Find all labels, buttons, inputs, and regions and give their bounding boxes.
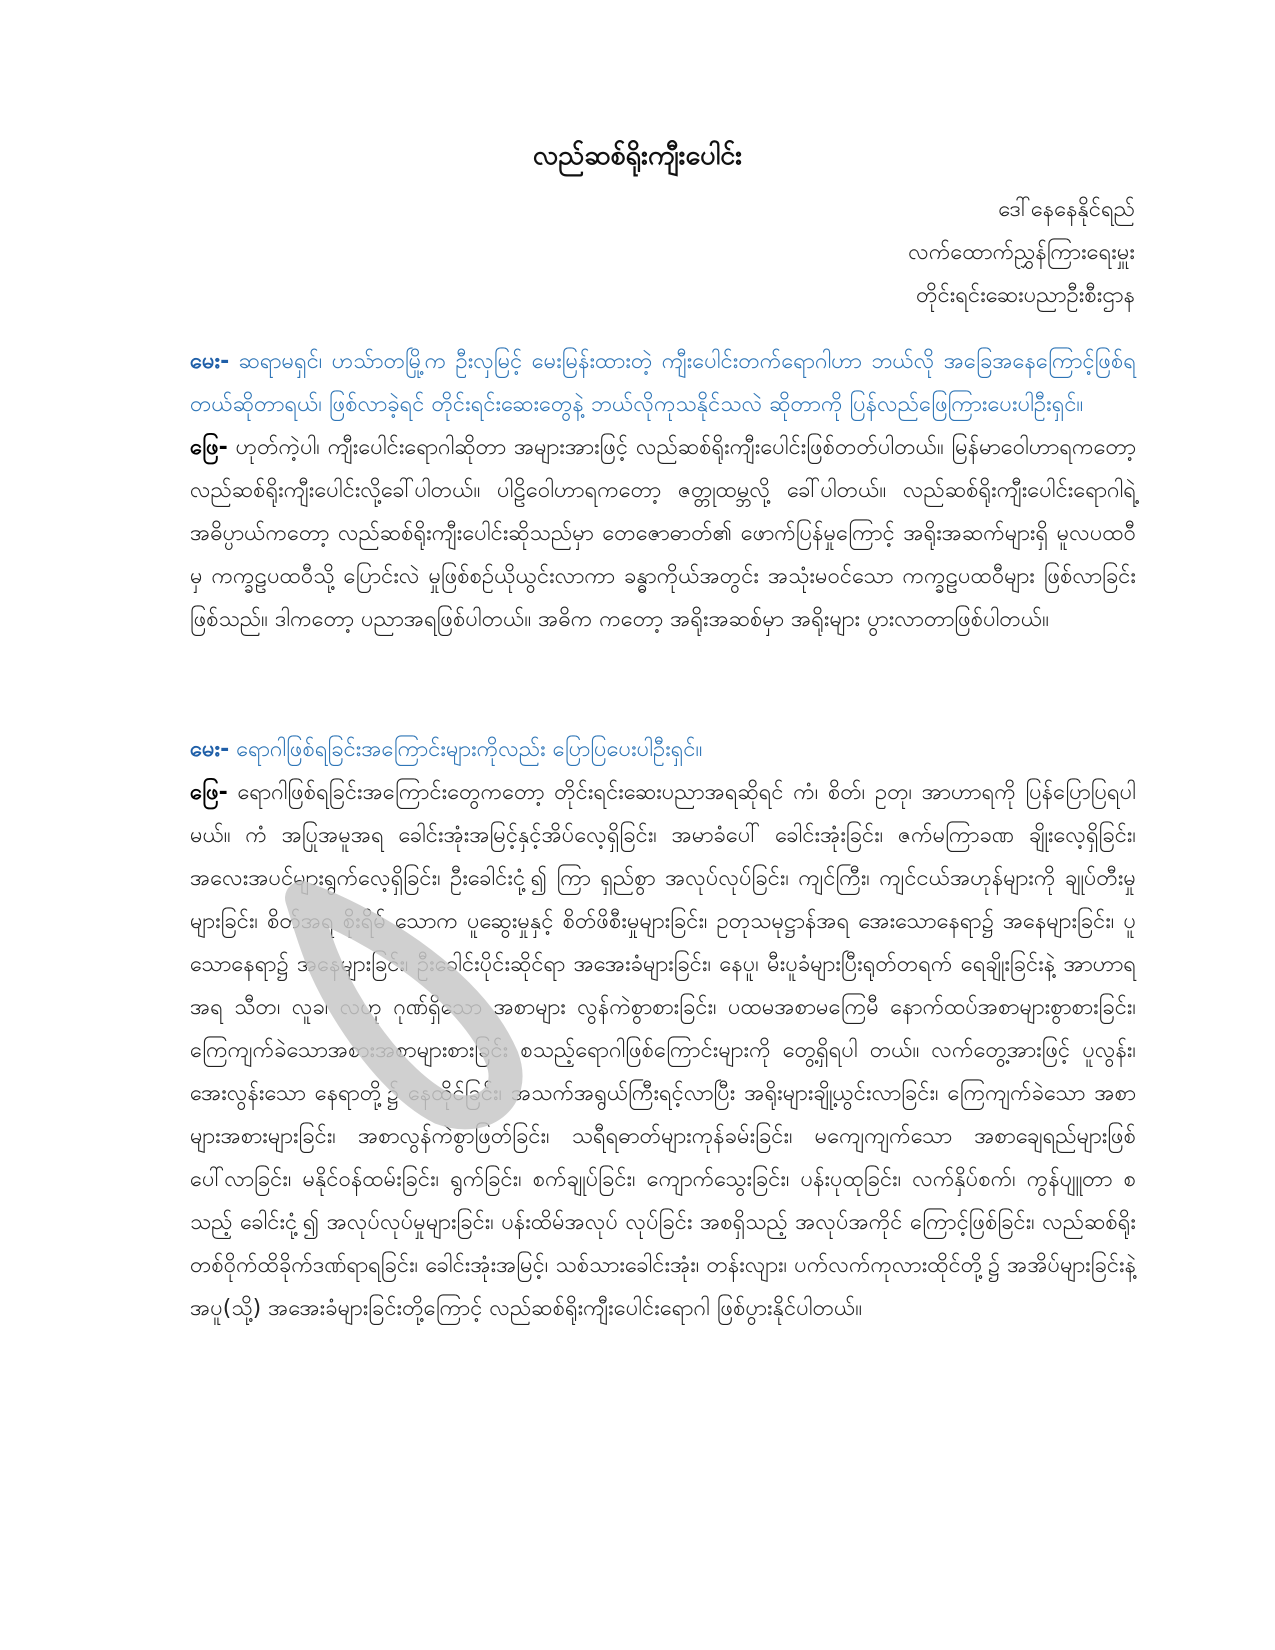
author-role: လက်ထောက်ညွှန်ကြားရေးမှူး xyxy=(908,240,1135,265)
author-name: ဒေါ်နေနေနိုင်ရည် xyxy=(998,197,1135,222)
document-title: လည်ဆစ်ရိုးကျီးပေါင်း xyxy=(532,140,743,171)
author-department: တိုင်းရင်းဆေးပညာဦးစီးဌာန xyxy=(916,283,1135,308)
question-paragraph xyxy=(190,728,1136,771)
answer-text: ရောဂါဖြစ်ရခြင်းအကြောင်းတွေကတော့ တိုင်းရင်းဆေးပညာအရဆိုရင် ကံ၊ စိတ်၊ ဥတု၊ အာဟာရကို ပြန်ပြောပြရပါမယ်။ ကံ အပြုအမူအရ ခေါင်းအုံးအမြင့်နှင့်အိပ်လေ့ရှိခြင်း၊ အမာခံပေါ် ခေါင်းအုံးခြင်း၊ ဇက်မကြာခဏ ချိုးလေ့ရှိခြင်း၊ အလေးအပင်များရွက်လေ့ရှိခြင်း၊ ဦးခေါင်းငုံ့၍ ကြာ ရှည်စွာ အလုပ်လုပ်ခြင်း၊ ကျင်ကြီး၊ ကျင်ငယ်အဟုန်များကို ချုပ်တီးမှုများခြင်း၊ စိတ်အရ စိုးရိမ် သောက ပူဆွေးမှုနှင့် စိတ်ဖိစီးမှုများခြင်း၊ ဥတုသမုဋ္ဌာန်အရ အေးသောနေရာ၌ အနေများခြင်း၊ ပူသောနေရာ၌ အနေများခြင်း၊ ဦးခေါင်းပိုင်းဆိုင်ရာ အအေးခံများခြင်း၊ နေပူ၊ မီးပူခံများပြီးရုတ်တရက် ရေချိုးခြင်းနဲ့ အာဟာရ အရ သီတ၊ လူခ၊ လဟု ဂုဏ်ရှိသော အစာများ လွန်ကဲစွာစားခြင်း၊ ပထမအစာမကြေမီ နောက်ထပ်အစာများစွာစားခြင်း၊ ကြေကျက်ခဲသောအစားအစာများစားခြင်း စသည့်ရောဂါဖြစ်ကြောင်းများကို တွေ့ရှိရပါ တယ်။ လက်တွေ့အားဖြင့် ပူလွန်း၊ အေးလွန်းသော နေရာတို့၌ နေထိုင်ခြင်း၊ အသက်အရွယ်ကြီးရင့်လာပြီး အရိုးများချို့ယွင်းလာခြင်း၊ ကြေကျက်ခဲသော အစာများအစားများခြင်း၊ အစာလွန်ကဲစွာဖြတ်ခြင်း၊ သရီရဓာတ်များကုန်ခမ်းခြင်း၊ မကျေကျက်သော အစာချေရည်များဖြစ်ပေါ်လာခြင်း၊ မနိုင်ဝန်ထမ်းခြင်း၊ ရွက်ခြင်း၊ စက်ချုပ်ခြင်း၊ ကျောက်သွေးခြင်း၊ ပန်းပုထုခြင်း၊ လက်နှိပ်စက်၊ ကွန်ပျူတာ စသည့် ခေါင်းငုံ့၍ အလုပ်လုပ်မှုများခြင်း၊ ပန်းထိမ်အလုပ် လုပ်ခြင်း အစရှိသည့် အလုပ်အကိုင် ကြောင့်ဖြစ်ခြင်း၊ လည်ဆစ်ရိုးတစ်ဝိုက်ထိခိုက်ဒဏ်ရာရခြင်း၊ ခေါင်းအုံးအမြင့်၊ သစ်သားခေါင်းအုံး၊ တန်းလျား၊ ပက်လက်ကုလားထိုင်တို့၌ အအိပ်များခြင်းနဲ့ အပူ(သို့) အအေးခံများခြင်းတို့ကြောင့် လည်ဆစ်ရိုးကျီးပေါင်းရောဂါ ဖြစ်ပွားနိုင်ပါတယ်။ xyxy=(190,780,1136,1321)
question-text: ရောဂါဖြစ်ရခြင်းအကြောင်းများကိုလည်း ပြောပြပေးပါဦးရှင်။ xyxy=(236,737,703,762)
question-text: ဆရာမရှင်၊ ဟသ်ာတမြို့က ဦးလှမြင့် မေးမြန်းထားတဲ့ ကျီးပေါင်းတက်ရောဂါဟာ ဘယ်လို အခြေအနေကြောင့်ဖြစ်ရတယ်ဆိုတာရယ်၊ ဖြစ်လာခဲ့ရင် တိုင်းရင်းဆေးတွေနဲ့ ဘယ်လိုကုသနိုင်သလဲ ဆိုတာကို ပြန်လည်ဖြေကြားပေးပါဦးရှင်။ xyxy=(190,349,1136,417)
answer-text: ဟုတ်ကဲ့ပါ၊ ကျီးပေါင်းရောဂါဆိုတာ အများအားဖြင့် လည်ဆစ်ရိုးကျီးပေါင်းဖြစ်တတ်ပါတယ်။ မြန်မာဝေါဟာရကတော့ လည်ဆစ်ရိုးကျီးပေါင်းလို့ခေါ်ပါတယ်။ ပါဠိဝေါဟာရကတော့ ဇတ္တုထမ္ဘလို့ ခေါ်ပါတယ်။ လည်ဆစ်ရိုးကျီးပေါင်းရောဂါရဲ့ အဓိပ္ပာယ်ကတော့ လည်ဆစ်ရိုးကျီးပေါင်းဆိုသည်မှာ တေဇောဓာတ်၏ ဖောက်ပြန်မှုကြောင့် အရိုးအဆက်များရှိ မူလပထဝီမှ ကက္ခဠပထဝီသို့ ပြောင်းလဲ မှုဖြစ်စဉ်ယိုယွင်းလာကာ ခန္ဓာကိုယ်အတွင်း အသုံးမဝင်သော ကက္ခဠပထဝီများ ဖြစ်လာခြင်းဖြစ်သည်။ ဒါကတော့ ပညာအရဖြစ်ပါတယ်။ အဓိက ကတော့ အရိုးအဆစ်မှာ အရိုးများ ပွားလာတာဖြစ်ပါတယ်။ xyxy=(190,435,1136,632)
answer-paragraph xyxy=(190,426,1136,641)
qa-block-1 xyxy=(190,340,1136,641)
answer-label: ဖြေ- xyxy=(190,780,228,805)
question-label: မေး- xyxy=(190,737,230,762)
question-paragraph xyxy=(190,340,1136,426)
answer-label: ဖြေ- xyxy=(190,435,228,460)
author-block xyxy=(635,188,1135,317)
question-label: မေး- xyxy=(190,349,230,374)
watermark-logo xyxy=(262,858,562,1158)
